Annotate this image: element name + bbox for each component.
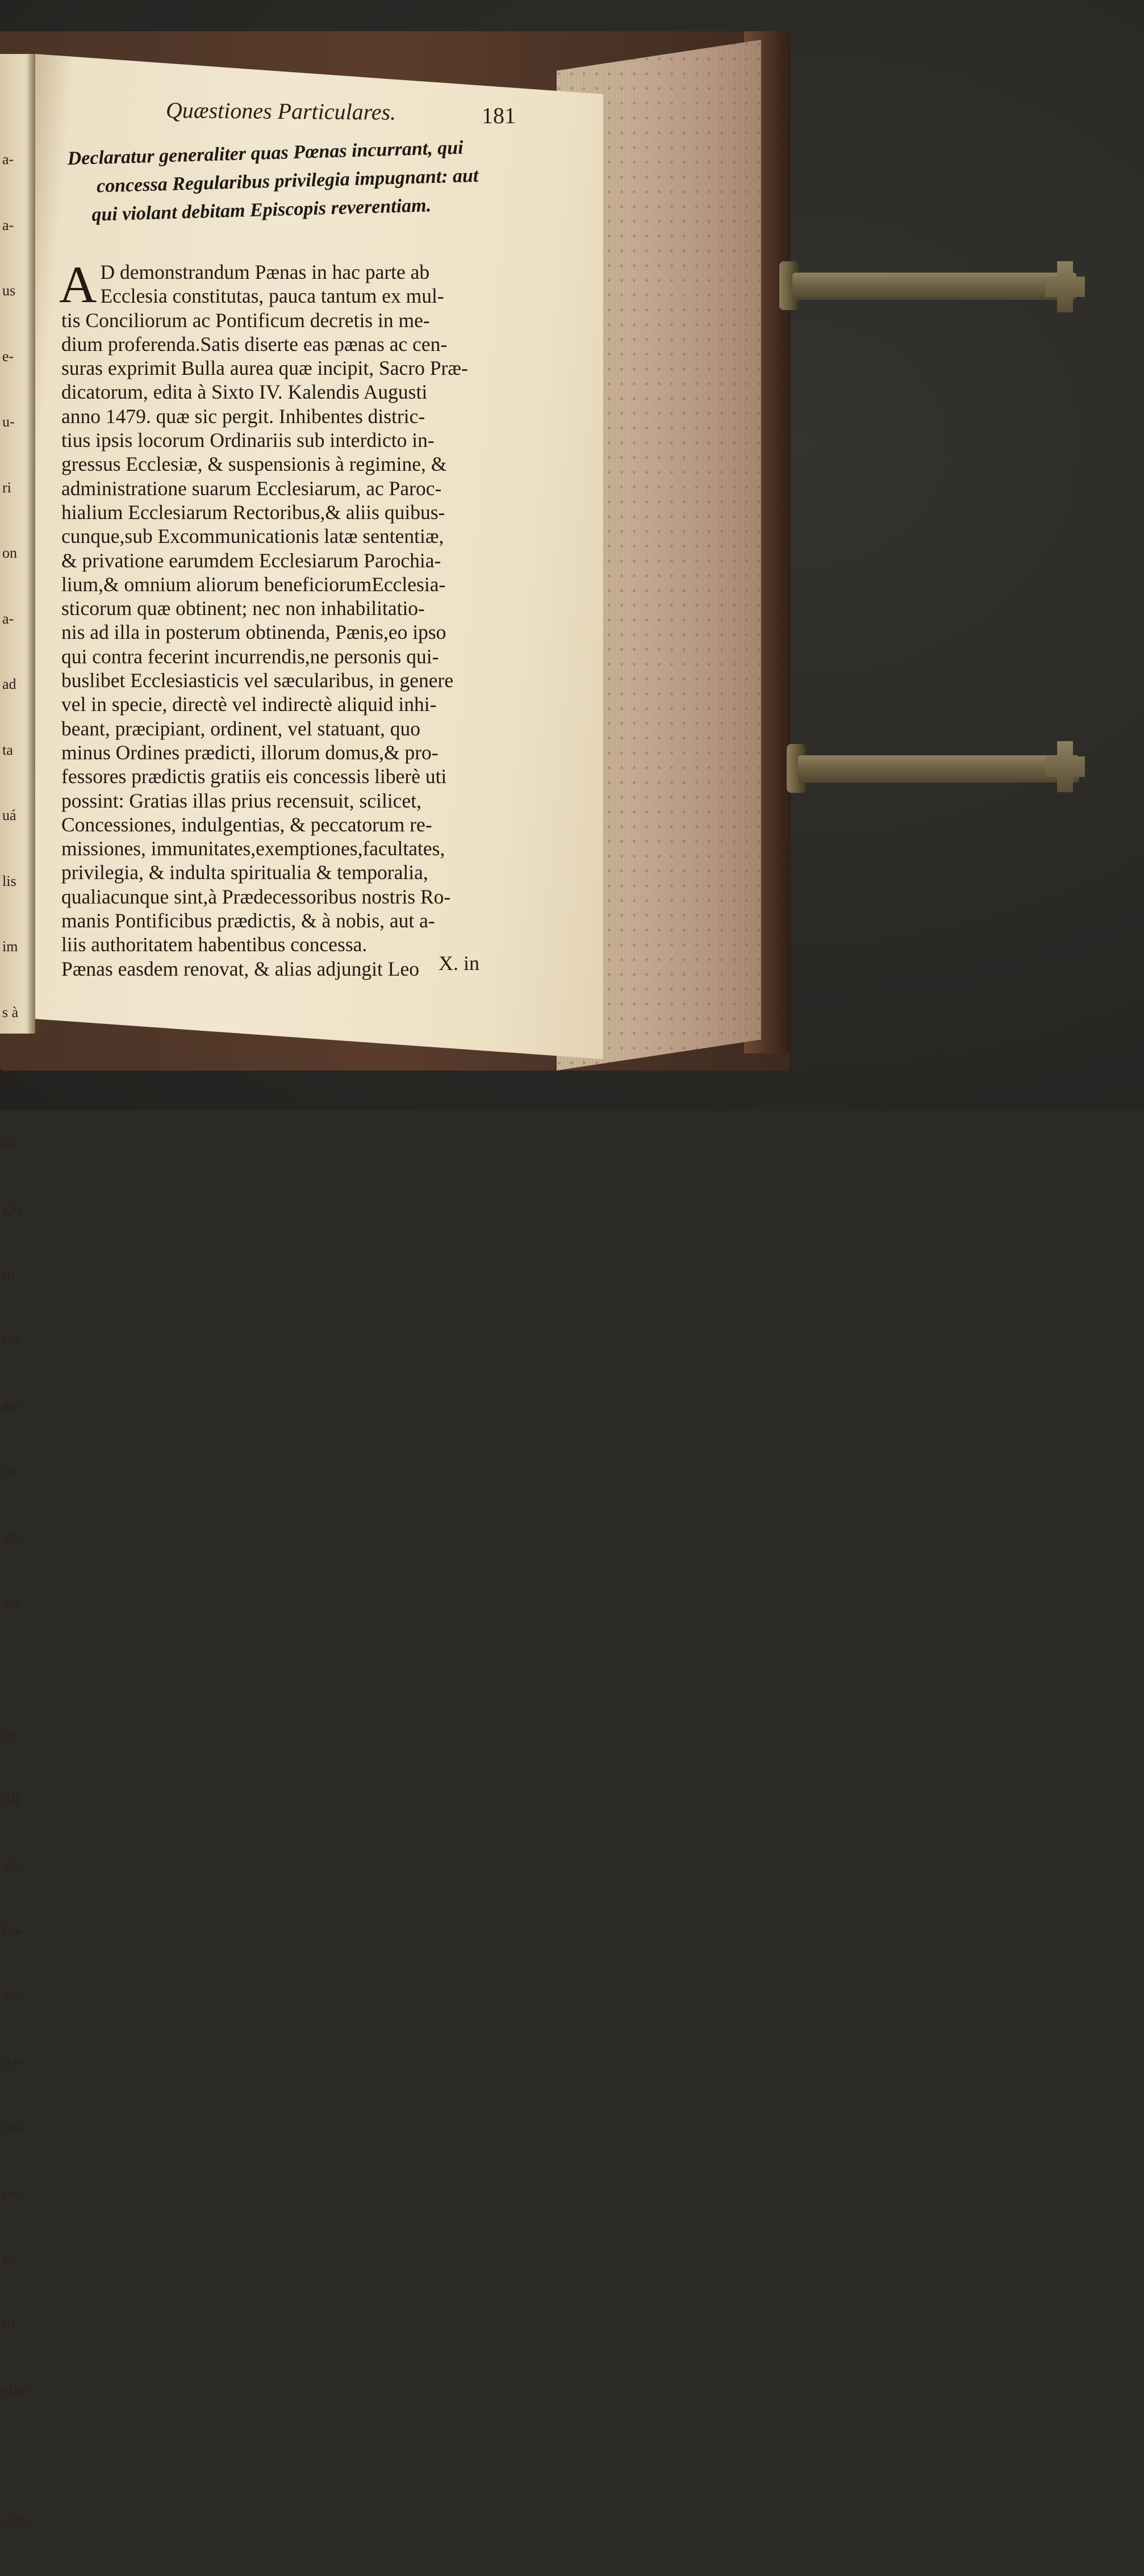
text-line: privilegia, & indulta spiritualia & temporalia,	[61, 861, 428, 884]
text-line: Concessiones, indulgentias, & peccatorum re-	[61, 813, 432, 836]
body-paragraph	[59, 256, 516, 981]
heading-line: concessa Regularibus privilegia impugnant: aut	[96, 165, 479, 197]
text-line: gressus Ecclesiæ, & suspensionis à regimine, &	[61, 453, 447, 476]
text-line: suras exprimit Bulla aurea quæ incipit, Sacro Præ-	[61, 357, 468, 380]
running-head: Quæstiones Particulares.	[165, 97, 396, 125]
text-line: hialium Ecclesiarum Rectoribus,& aliis quibus-	[61, 500, 445, 524]
text-line: possint: Gratias illas prius recensuit, scilicet,	[61, 789, 421, 812]
text-line: manis Pontificibus prædictis, & à nobis, aut a-	[61, 909, 435, 932]
text-line: tis Conciliorum ac Pontificum decretis in me-	[61, 308, 430, 332]
text-line: qui contra fecerint incurrendis,ne personis qui-	[61, 645, 439, 668]
text-line: nis ad illa in posterum obtinenda, Pænis,eo ipso	[61, 621, 446, 644]
text-line: dicatorum, edita à Sixto IV. Kalendis Augusti	[61, 380, 428, 404]
heading-line: qui violant debitam Episcopis reverentiam.	[91, 195, 432, 225]
text-line: beant, præcipiant, ordinent, vel statuant, quo	[61, 717, 420, 740]
text-line: & privatione earumdem Ecclesiarum Parochia-	[61, 549, 441, 572]
clasp-bottom-end	[1045, 741, 1085, 792]
page-number: 181	[482, 103, 516, 128]
text-line: sticorum quæ obtinent; nec non inhabilitatio-	[61, 597, 425, 620]
text-line: fessores prædictis gratiis eis concessis liberè uti	[61, 765, 447, 788]
clasp-top	[792, 273, 1076, 300]
text-line: anno 1479. quæ sic pergit. Inhibentes distric-	[61, 404, 425, 428]
left-page-fragments: a- a- us e- u- ri on a- ad ta uá lis im s à io- io- gio rú em am co- vit, ate or- illi an- lio- no- o e- cra- res, na- ro- ellæ ecla-	[2, 151, 31, 2529]
text-line: dium proferenda.Satis diserte eas pænas ac cen-	[61, 332, 448, 356]
text-line: qualiacunque sint,à Prædecessoribus nostris Ro-	[61, 885, 451, 908]
text-line: Ecclesia constitutas, pauca tantum ex mul-	[100, 285, 444, 308]
text-line: Pænas easdem renovat, & alias adjungit Leo	[61, 957, 419, 980]
text-line: buslibet Ecclesiasticis vel sæcularibus, in genere	[61, 669, 454, 692]
text-line: vel in specie, directè vel indirectè aliquid inhi-	[61, 693, 437, 716]
text-line: missiones, immunitates,exemptiones,facultates,	[61, 837, 445, 860]
text-line: minus Ordines prædicti, illorum domus,& pro-	[61, 741, 439, 764]
heading-line: Declaratur generaliter quas Pœnas incurrant, qui	[67, 137, 464, 169]
text-line: cunque,sub Excommunicationis latæ sententiæ,	[61, 525, 444, 548]
catchword: X. in	[439, 952, 479, 975]
text-line: lium,& omnium aliorum beneficiorumEcclesia-	[61, 572, 446, 596]
text-line: D demonstrandum Pænas in hac parte ab	[100, 261, 430, 283]
text-line: tius ipsis locorum Ordinariis sub interdicto in-	[61, 429, 435, 452]
text-line: administratione suarum Ecclesiarum, ac Paroc-	[61, 476, 442, 500]
section-heading	[67, 132, 529, 230]
text-line: liis authoritatem habentibus concessa.	[61, 933, 368, 956]
clasp-top-end	[1045, 261, 1085, 312]
drop-cap: A	[59, 256, 97, 313]
clasp-bottom	[798, 755, 1079, 783]
